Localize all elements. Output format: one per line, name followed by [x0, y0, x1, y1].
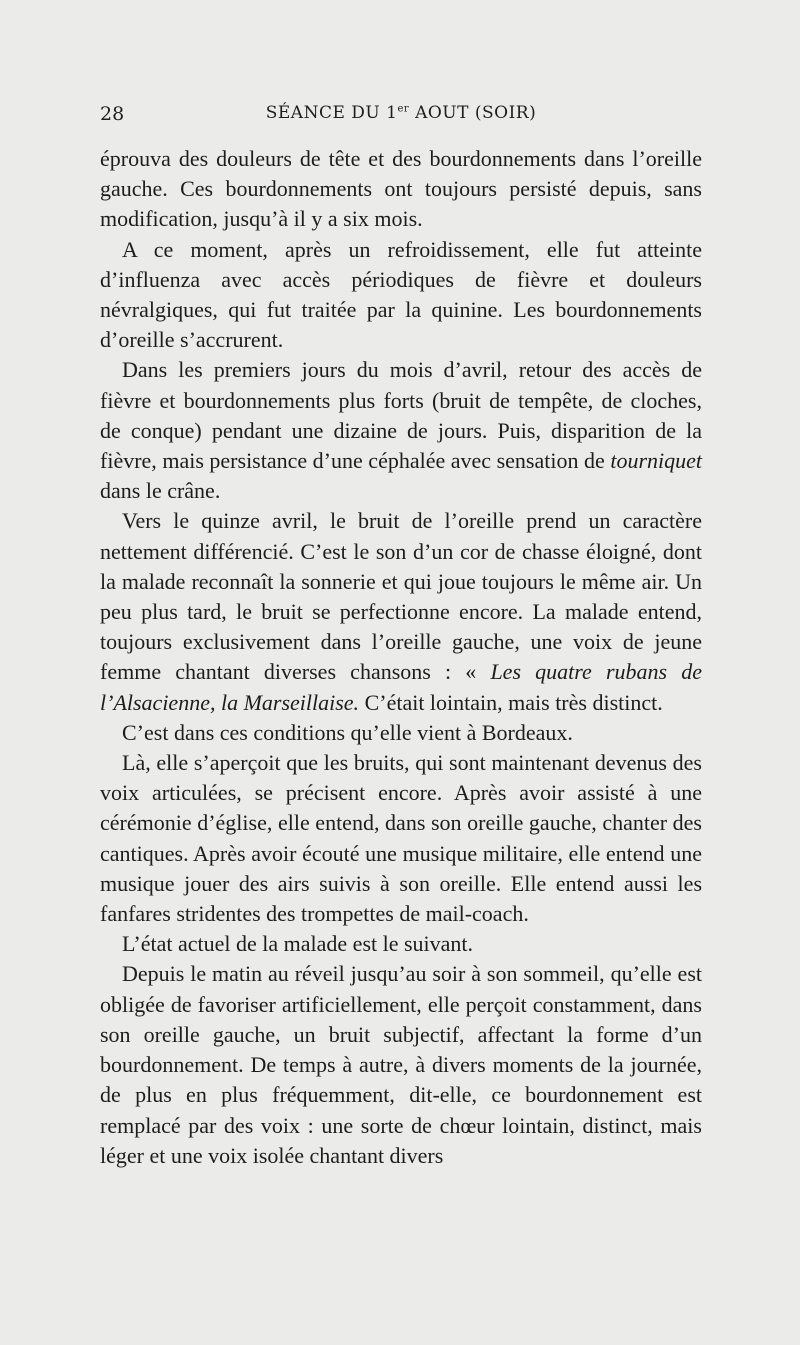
- paragraph-text: Depuis le matin au réveil jusqu’au soir à son sommeil, qu’elle est obligée de favoriser artificiellement, elle perçoit constamment, dans son oreille gauche, un bruit subjectif, affectant la forme d’un bourdonnement. De temps à autre, à divers moments de la journée, de plus en plus fréquemment, dit-elle, ce bourdonnement est remplacé par des voix : une sorte de chœur lointain, distinct, mais léger et une voix isolée chantant divers: [100, 961, 702, 1168]
- paragraph-text: Dans les premiers jours du mois d’avril, retour des accès de fièvre et bourdonnements plus forts (bruit de tempête, de cloches, de conque) pendant une dizaine de jours. Puis, disparition de la fièvre, mais persistance d’une céphalée avec sensation de: [100, 357, 702, 474]
- body-text: [100, 144, 702, 1171]
- running-head-main: SÉANCE DU 1: [265, 103, 398, 123]
- paragraph-text: Là, elle s’aperçoit que les bruits, qui sont maintenant devenus des voix articulées, se précisent encore. Après avoir assisté à une cérémonie d’église, elle entend, dans son oreille gauche, chanter des cantiques. Après avoir écouté une musique militaire, elle entend une musique jouer des airs suivis à son oreille. Elle entend aussi les fanfares stridentes des trompettes de mail-coach.: [100, 750, 702, 927]
- italic-text: tourniquet: [610, 448, 702, 474]
- paragraph: [100, 959, 702, 1170]
- paragraph: [100, 929, 702, 959]
- paragraph-text: Vers le quinze avril, le bruit de l’oreille prend un caractère nettement différencié. C’est le son d’un cor de chasse éloigné, dont la malade reconnaît la sonnerie et qui joue toujours le même air. Un peu plus tard, le bruit se perfectionne encore. La malade entend, toujours exclusivement dans l’oreille gauche, une voix de jeune femme chantant diverses chansons : «: [100, 508, 702, 685]
- paragraph: [100, 355, 702, 506]
- running-head-superscript: er: [397, 103, 410, 115]
- paragraph: [100, 235, 702, 356]
- page-number: 28: [100, 103, 125, 125]
- paragraph-text: C’est dans ces conditions qu’elle vient à Bordeaux.: [122, 719, 573, 745]
- paragraph: [100, 144, 702, 235]
- page-header: [100, 100, 702, 130]
- paragraph-text: A ce moment, après un refroidissement, elle fut atteinte d’influenza avec accès périodiques de fièvre et douleurs névralgiques, qui fut traitée par la quinine. Les bourdonnements d’oreille s’accrurent.: [100, 236, 702, 353]
- running-head: [100, 103, 702, 123]
- italic-text: Les quatre rubans de l’Alsacienne, la Marseillaise.: [100, 659, 702, 715]
- paragraph: [100, 506, 702, 717]
- paragraph-text: dans le crâne.: [100, 478, 221, 504]
- paragraph-text: L’état actuel de la malade est le suivant.: [122, 931, 474, 957]
- paragraph-text: éprouva des douleurs de tête et des bourdonnements dans l’oreille gauche. Ces bourdonnements ont toujours persisté depuis, sans modification, jusqu’à il y a six mois.: [100, 146, 702, 232]
- paragraph: [100, 748, 702, 929]
- paragraph-text: C’était lointain, mais très distinct.: [359, 689, 663, 715]
- running-head-rest: AOUT (SOIR): [409, 103, 537, 123]
- paragraph: [100, 718, 702, 748]
